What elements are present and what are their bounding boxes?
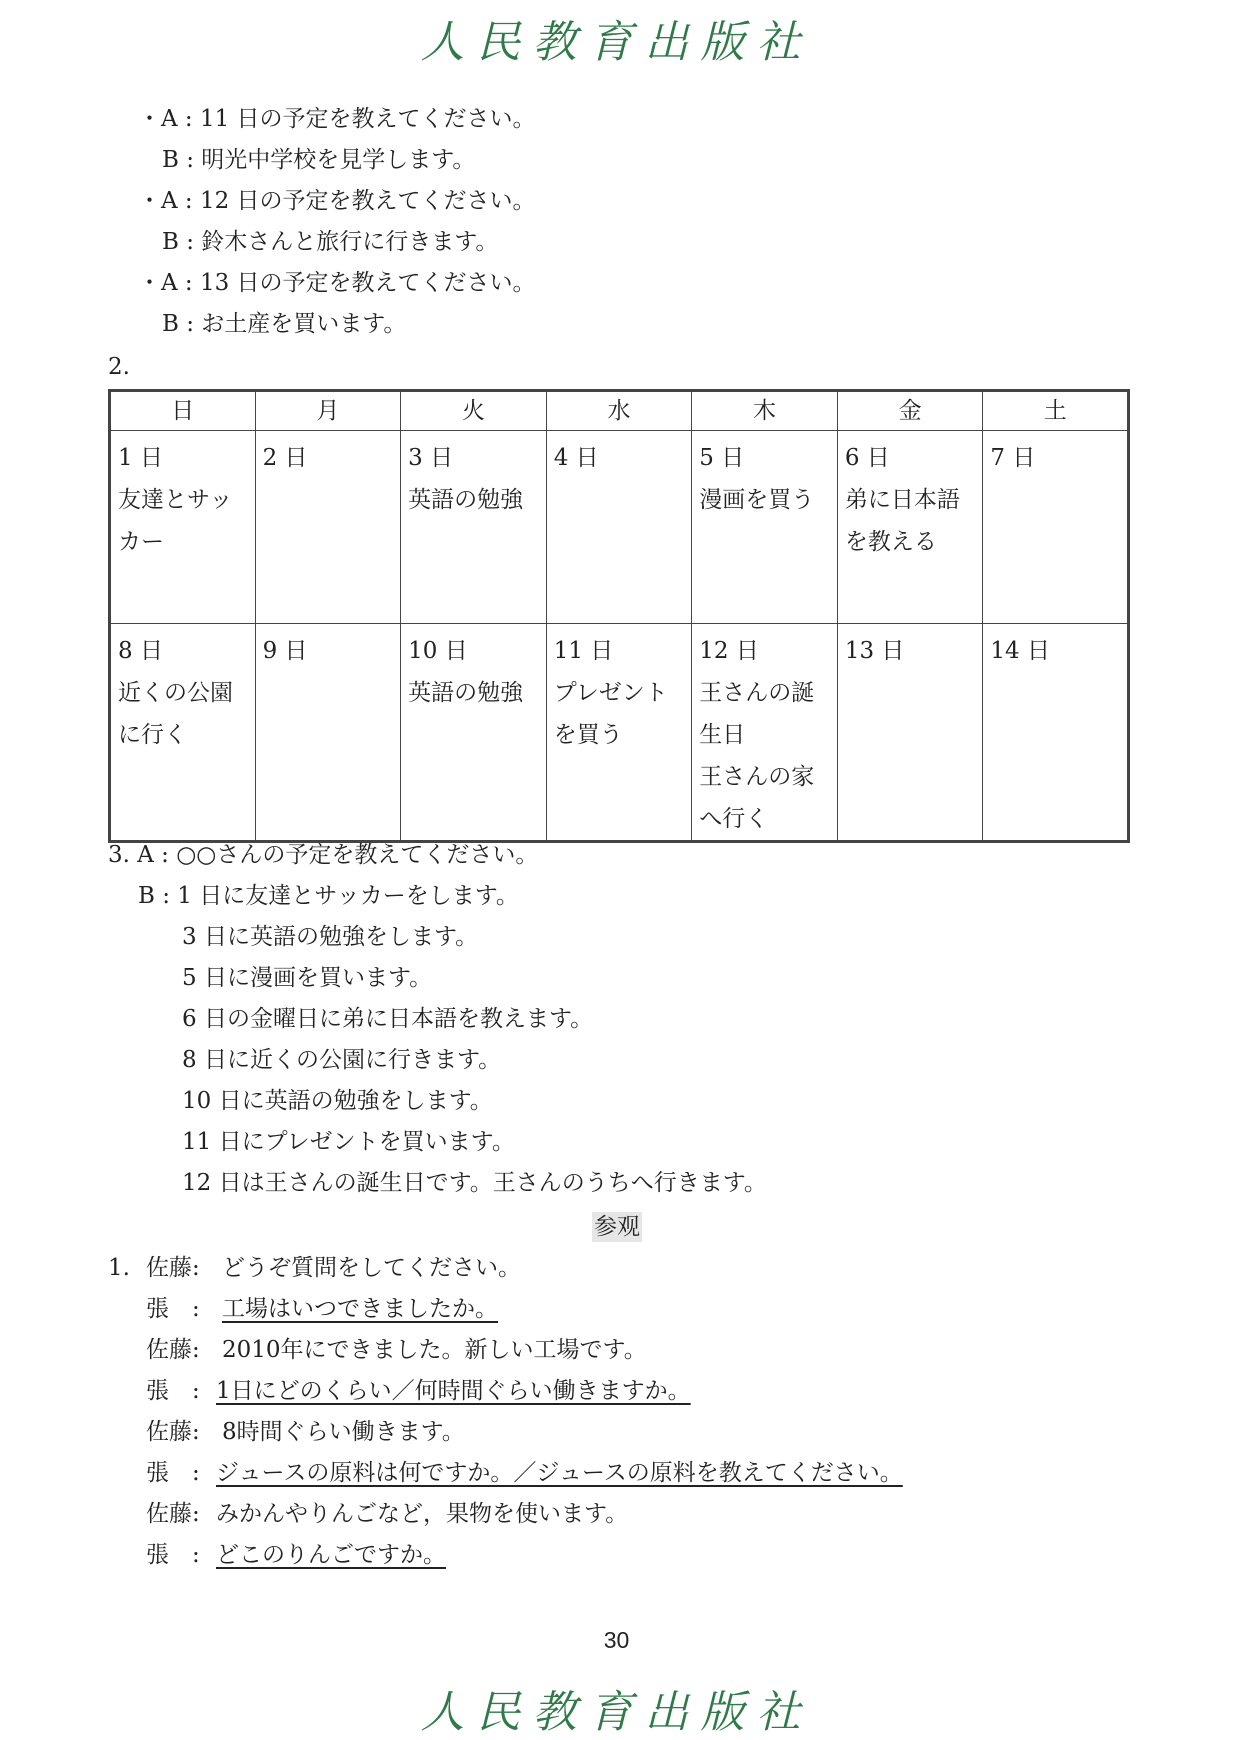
calendar-cell <box>110 431 256 624</box>
dialogue-text: 2010年にできました。新しい工場です。 <box>222 1337 647 1363</box>
day-number: 14 日 <box>990 638 1050 664</box>
dialogue-speaker: 張 : <box>146 1378 200 1404</box>
part1-line-2: B : 明光中学校を見学します。 <box>162 147 476 173</box>
part3-line-4: 5 日に漫画を買います。 <box>182 965 433 991</box>
day-number: 12 日 <box>699 638 759 664</box>
header-logo: 人民教育出版社 <box>420 17 813 68</box>
header-thu: 木 <box>692 391 838 431</box>
dialogue-text: 8時間ぐらい働きます。 <box>222 1419 465 1445</box>
calendar-cell <box>692 624 838 842</box>
day-number: 11 日 <box>553 638 614 664</box>
day-number: 4 日 <box>553 445 599 471</box>
day-number: 7 日 <box>990 445 1036 471</box>
calendar-week-2 <box>110 624 1129 842</box>
day-number: 13 日 <box>844 638 905 664</box>
part3-line-3: 3 日に英語の勉強をします。 <box>182 924 479 950</box>
day-number: 1 日 <box>118 445 163 471</box>
dialogue-answer-underlined: ジュースの原料は何ですか。／ジュースの原料を教えてください。 <box>216 1460 903 1486</box>
dialogue-text: どうぞ質問をしてください。 <box>222 1255 521 1281</box>
calendar-cell <box>255 624 401 842</box>
dialogue-speaker: 佐藤: <box>146 1501 200 1527</box>
part1-line-3: ・A : 12 日の予定を教えてください。 <box>138 188 536 214</box>
dialogue-speaker: 張 : <box>146 1296 200 1322</box>
header-sun: 日 <box>110 391 256 431</box>
calendar-cell <box>255 431 401 624</box>
schedule-calendar <box>108 389 1130 843</box>
day-event: 友達とサッ カー <box>118 487 233 555</box>
calendar-cell <box>546 431 692 624</box>
part3-line-8: 11 日にプレゼントを買います。 <box>182 1129 515 1155</box>
part2-label: 2. <box>108 354 130 380</box>
dialogue-speaker: 佐藤: <box>146 1337 200 1363</box>
part3-line-6: 8 日に近くの公園に行きます。 <box>182 1047 502 1073</box>
day-event: 近くの公園 に行く <box>118 680 233 748</box>
footer-logo: 人民教育出版社 <box>420 1687 813 1738</box>
day-event: 英語の勉強 <box>408 680 524 706</box>
page-number: 30 <box>603 1627 630 1653</box>
dialogue-speaker: 張 : <box>146 1460 200 1486</box>
day-number: 5 日 <box>699 445 745 471</box>
part1-line-5: ・A : 13 日の予定を教えてください。 <box>138 270 536 296</box>
calendar-week-1 <box>110 431 1129 624</box>
calendar-cell <box>837 624 983 842</box>
day-number: 10 日 <box>408 638 468 664</box>
dialogue-speaker: 張 : <box>146 1542 200 1568</box>
day-event: 漫画を買う <box>699 487 815 513</box>
calendar-cell <box>983 624 1129 842</box>
section-title: 参观 <box>594 1214 640 1240</box>
dialogue-text: みかんやりんごなど，果物を使います。 <box>216 1501 629 1527</box>
calendar-header-row <box>110 391 1129 431</box>
part3-line-9: 12 日は王さんの誕生日です。王さんのうちへ行きます。 <box>182 1170 767 1196</box>
part3-line-5: 6 日の金曜日に弟に日本語を教えます。 <box>182 1006 594 1032</box>
dialogue-answer-underlined: 1日にどのくらい／何時間ぐらい働きますか。 <box>216 1378 691 1404</box>
calendar-cell <box>110 624 256 842</box>
day-event: プレゼント を買う <box>553 680 668 748</box>
calendar-cell <box>692 431 838 624</box>
dialogue-speaker: 佐藤: <box>146 1419 200 1445</box>
header-mon: 月 <box>255 391 401 431</box>
dialogue-number: 1. <box>108 1255 130 1281</box>
calendar-cell <box>983 431 1129 624</box>
part1-line-4: B : 鈴木さんと旅行に行きます。 <box>162 229 499 255</box>
day-event: 英語の勉強 <box>408 487 524 513</box>
part3-line-2: B : 1 日に友達とサッカーをします。 <box>138 883 519 909</box>
day-number: 9 日 <box>262 638 308 664</box>
day-number: 8 日 <box>118 638 163 664</box>
day-number: 3 日 <box>408 445 454 471</box>
day-number: 2 日 <box>262 445 308 471</box>
header-fri: 金 <box>837 391 983 431</box>
calendar-cell <box>837 431 983 624</box>
part3-line-7: 10 日に英語の勉強をします。 <box>182 1088 493 1114</box>
day-event: 弟に日本語 を教える <box>844 487 960 555</box>
day-event: 王さんの誕 生日 王さんの家 へ行く <box>699 680 815 832</box>
header-tue: 火 <box>401 391 547 431</box>
part1-line-1: ・A : 11 日の予定を教えてください。 <box>138 106 536 132</box>
part1-line-6: B : お土産を買います。 <box>162 311 407 337</box>
header-sat: 土 <box>983 391 1129 431</box>
calendar-cell <box>401 431 547 624</box>
dialogue-answer-underlined: どこのりんごですか。 <box>216 1542 446 1568</box>
calendar-cell <box>546 624 692 842</box>
dialogue-answer-underlined: 工場はいつできましたか。 <box>222 1296 498 1322</box>
day-number: 6 日 <box>844 445 890 471</box>
part3-line-1: 3. A : ○○さんの予定を教えてください。 <box>108 842 539 868</box>
dialogue-speaker: 佐藤: <box>146 1255 200 1281</box>
calendar-cell <box>401 624 547 842</box>
header-wed: 水 <box>546 391 692 431</box>
